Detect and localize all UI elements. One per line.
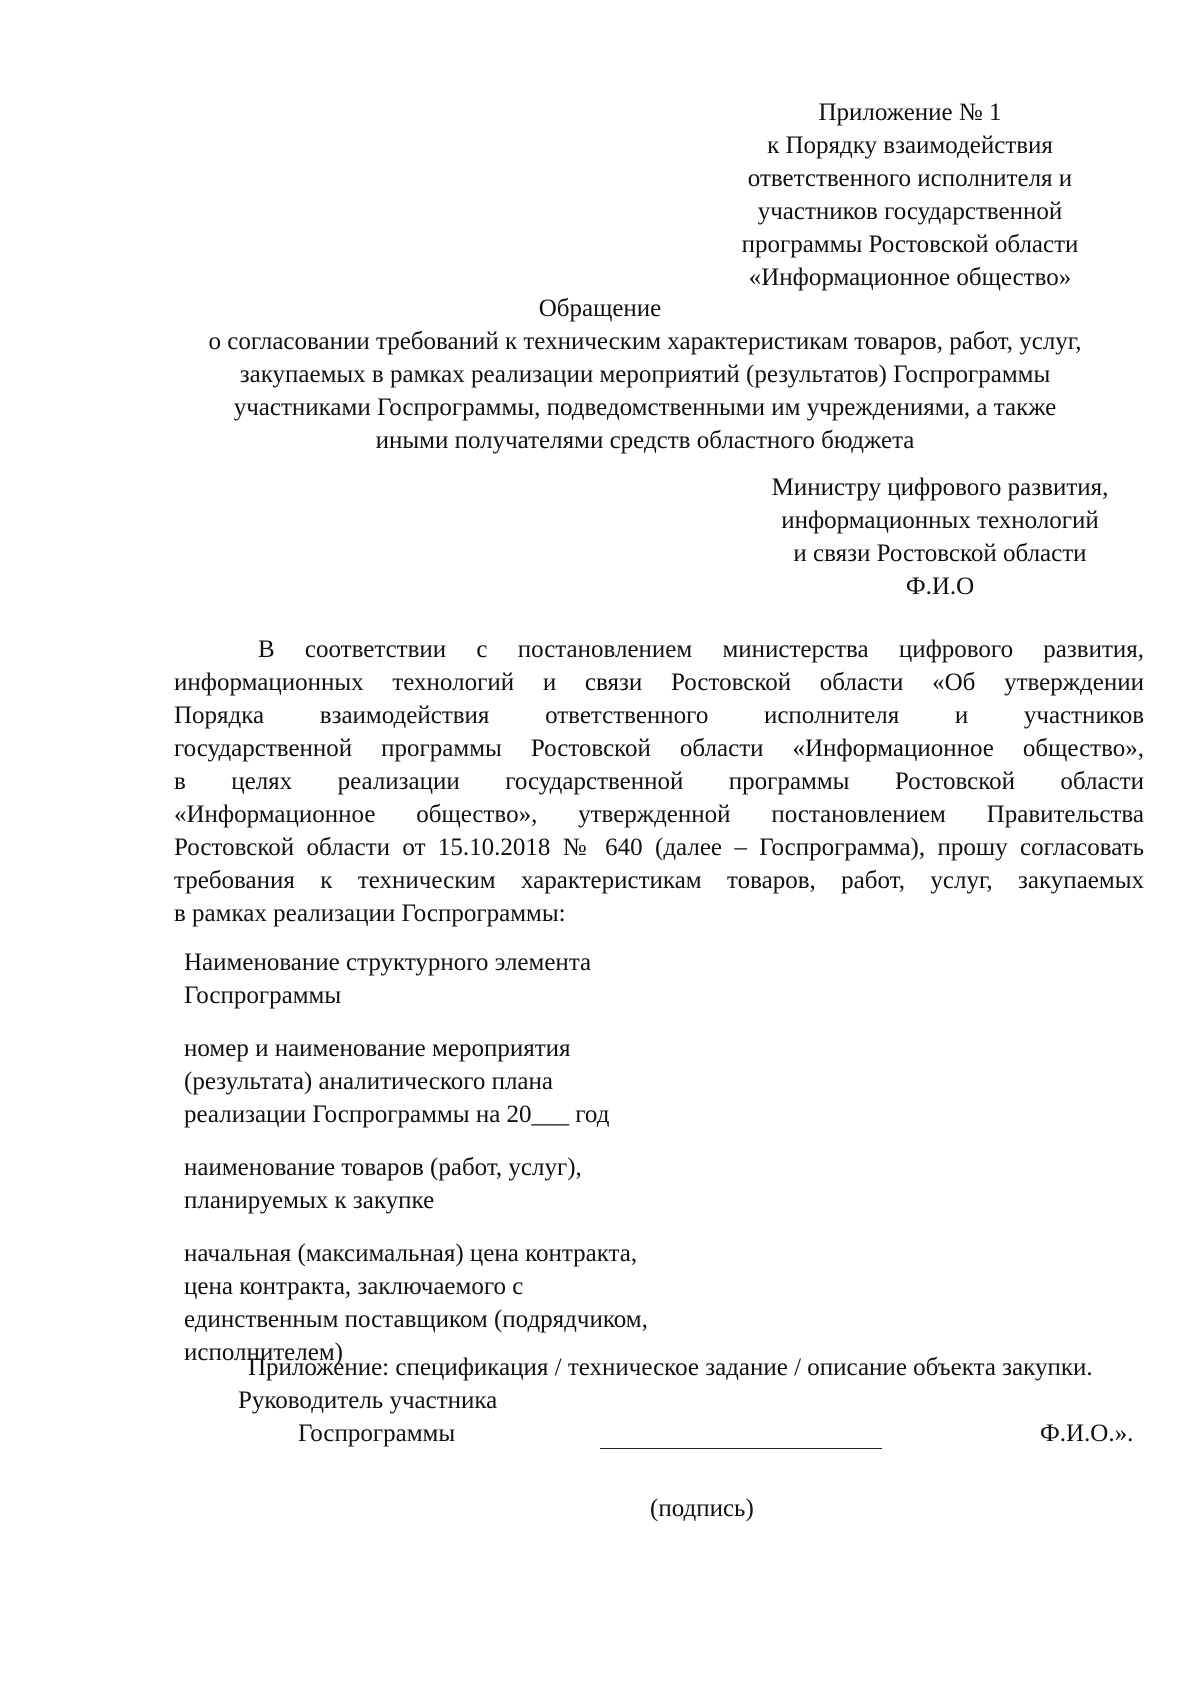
field-label-line: Наименование структурного элемента [184, 949, 592, 976]
field-goods [184, 1151, 724, 1217]
signature-caption: (подпись) [650, 1495, 754, 1522]
subtitle-line: о согласовании требований к техническим характеристикам товаров, работ, услуг, [208, 328, 1082, 355]
body-line: Порядка взаимодействия ответственного исполнителя и участников [174, 702, 1144, 729]
field-label-line: исполнителем) [184, 1339, 343, 1366]
field-label-line: Госпрограммы [184, 982, 342, 1009]
appendix-header-line: к Порядку взаимодействия [767, 132, 1053, 159]
document-subtitle [160, 325, 1130, 457]
addressee-block [740, 471, 1140, 603]
body-line: в целях реализации государственной программы Ростовской области [174, 768, 1144, 795]
body-line: Ростовской области от 15.10.2018 № 640 (далее – Госпрограмма), прошу согласовать [174, 834, 1144, 861]
body-line: в рамках реализации Госпрограммы: [174, 900, 566, 927]
body-line: требования к техническим характеристикам товаров, работ, услуг, закупаемых [174, 867, 1144, 894]
subtitle-line: закупаемых в рамках реализации мероприятий (результатов) Госпрограммы [239, 361, 1051, 388]
addressee-line: Ф.И.О [905, 573, 975, 600]
field-label-line: планируемых к закупке [184, 1187, 435, 1214]
field-activity [184, 1032, 724, 1131]
head-label-line: Руководитель участника [238, 1387, 498, 1414]
body-line: государственной программы Ростовской области «Информационное общество», [174, 735, 1144, 762]
appendix-header-line: программы Ростовской области [741, 231, 1079, 258]
body-line: информационных технологий и связи Ростовской области «Об утверждении [174, 669, 1144, 696]
body-line: В соответствии с постановлением министерства цифрового развития, [258, 636, 1144, 663]
field-label-line: наименование товаров (работ, услуг), [184, 1154, 582, 1181]
field-label-line: начальная (максимальная) цена контракта, [184, 1240, 638, 1267]
body-line: «Информационное общество», утвержденной постановлением Правительства [174, 801, 1144, 828]
head-label-line: Госпрограммы [298, 1420, 456, 1447]
field-label-line: цена контракта, заключаемого с [184, 1273, 524, 1300]
signature-line [600, 1448, 882, 1449]
attachment-note: Приложение: спецификация / техническое задание / описание объекта закупки. [248, 1354, 1093, 1381]
addressee-line: Министру цифрового развития, [771, 474, 1109, 501]
head-fio: Ф.И.О.». [1040, 1420, 1134, 1447]
appendix-header-line: участников государственной [757, 198, 1063, 225]
request-fields [184, 946, 724, 1389]
addressee-line: информационных технологий [781, 507, 1099, 534]
field-contract-price [184, 1237, 724, 1369]
appendix-header-line: «Информационное общество» [748, 264, 1072, 291]
addressee-line: и связи Ростовской области [793, 540, 1087, 567]
body-paragraph [174, 633, 1144, 930]
field-label-line: единственным поставщиком (подрядчиком, [184, 1306, 648, 1333]
appendix-header [720, 96, 1100, 294]
appendix-header-line: ответственного исполнителя и [747, 165, 1073, 192]
document-title: Обращение [538, 295, 662, 322]
subtitle-line: иными получателями средств областного бюджета [375, 427, 915, 454]
field-label-line: реализации Госпрограммы на 20___ год [184, 1101, 610, 1128]
subtitle-line: участниками Госпрограммы, подведомственными им учреждениями, а также [233, 394, 1057, 421]
field-label-line: номер и наименование мероприятия [184, 1035, 571, 1062]
field-label-line: (результата) аналитического плана [184, 1068, 554, 1095]
field-structural-element [184, 946, 724, 1012]
appendix-header-line: Приложение № 1 [818, 99, 1002, 126]
